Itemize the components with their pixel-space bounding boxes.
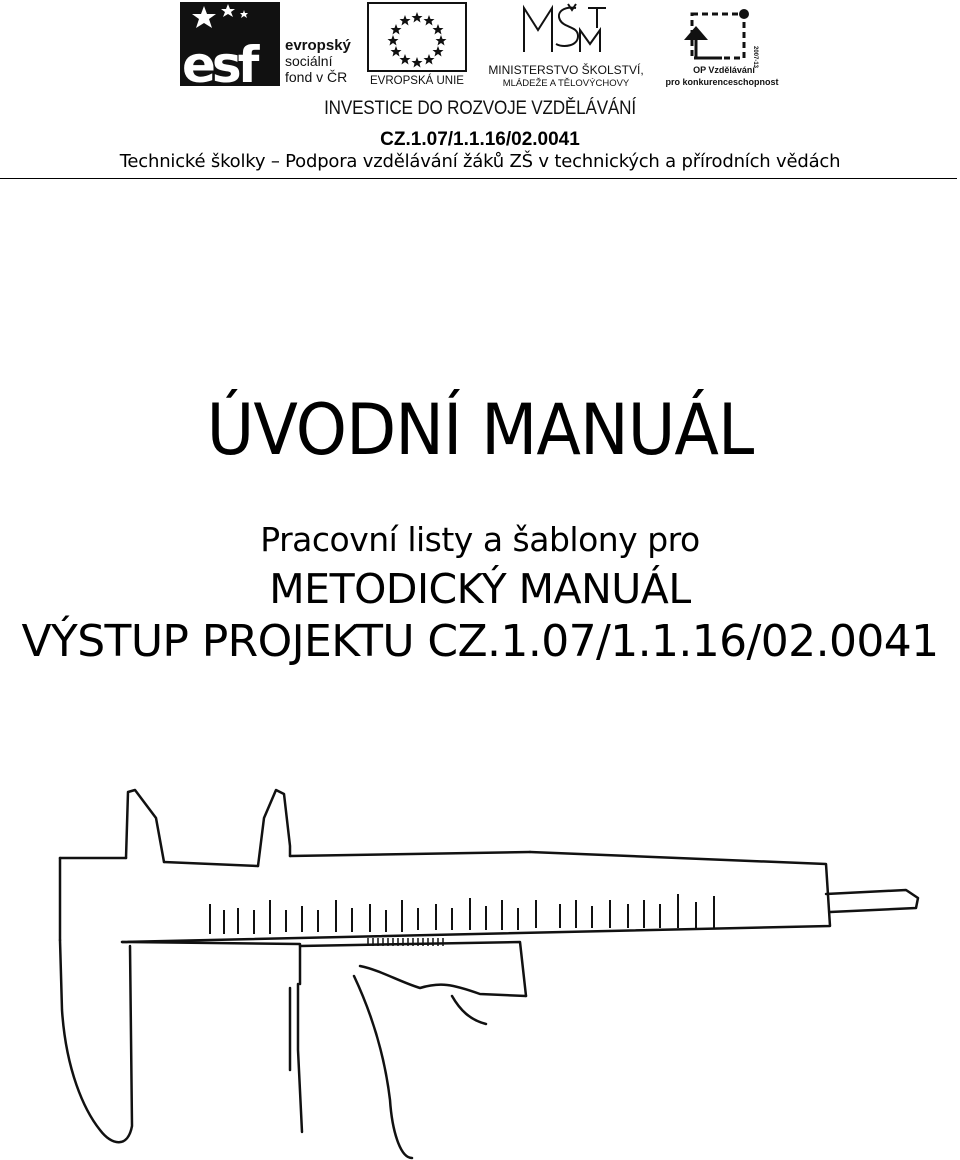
document-subtitle-1: Pracovní listy a šablony pro bbox=[260, 520, 700, 559]
vernier-caliper-icon bbox=[40, 770, 940, 1160]
esf-line1: evropský bbox=[285, 37, 351, 54]
document-subtitle-2: METODICKÝ MANUÁL bbox=[269, 565, 691, 613]
esf-line2: sociální bbox=[285, 53, 333, 69]
investment-slogan: INVESTICE DO ROZVOJE VZDĚLÁVÁNÍ bbox=[324, 98, 636, 119]
project-code: CZ.1.07/1.1.16/02.0041 bbox=[380, 129, 580, 150]
document-subtitle-3: VÝSTUP PROJEKTU CZ.1.07/1.1.16/02.0041 bbox=[21, 616, 939, 667]
svg-text:esf: esf bbox=[182, 36, 256, 88]
project-title: Technické školky – Podpora vzdělávání žáků ZŠ v technických a přírodních vědách bbox=[119, 151, 841, 172]
msmt-line2: MLÁDEŽE A TĚLOVÝCHOVY bbox=[502, 78, 630, 88]
esf-line3: fond v ČR bbox=[285, 69, 348, 85]
op-vzdelavani-logo bbox=[662, 2, 780, 88]
eu-flag-logo bbox=[366, 2, 468, 88]
header-divider bbox=[0, 178, 957, 179]
eu-caption: EVROPSKÁ UNIE bbox=[370, 75, 464, 87]
op-line1: OP Vzdělávání bbox=[693, 65, 755, 75]
document-title: ÚVODNÍ MANUÁL bbox=[206, 389, 754, 471]
op-years: 2007-13 bbox=[752, 46, 758, 69]
op-line2: pro konkurenceschopnost bbox=[665, 77, 779, 87]
msmt-line1: MINISTERSTVO ŠKOLSTVÍ, bbox=[488, 63, 644, 77]
esf-logo bbox=[180, 2, 360, 88]
msmt-logo bbox=[476, 2, 656, 88]
